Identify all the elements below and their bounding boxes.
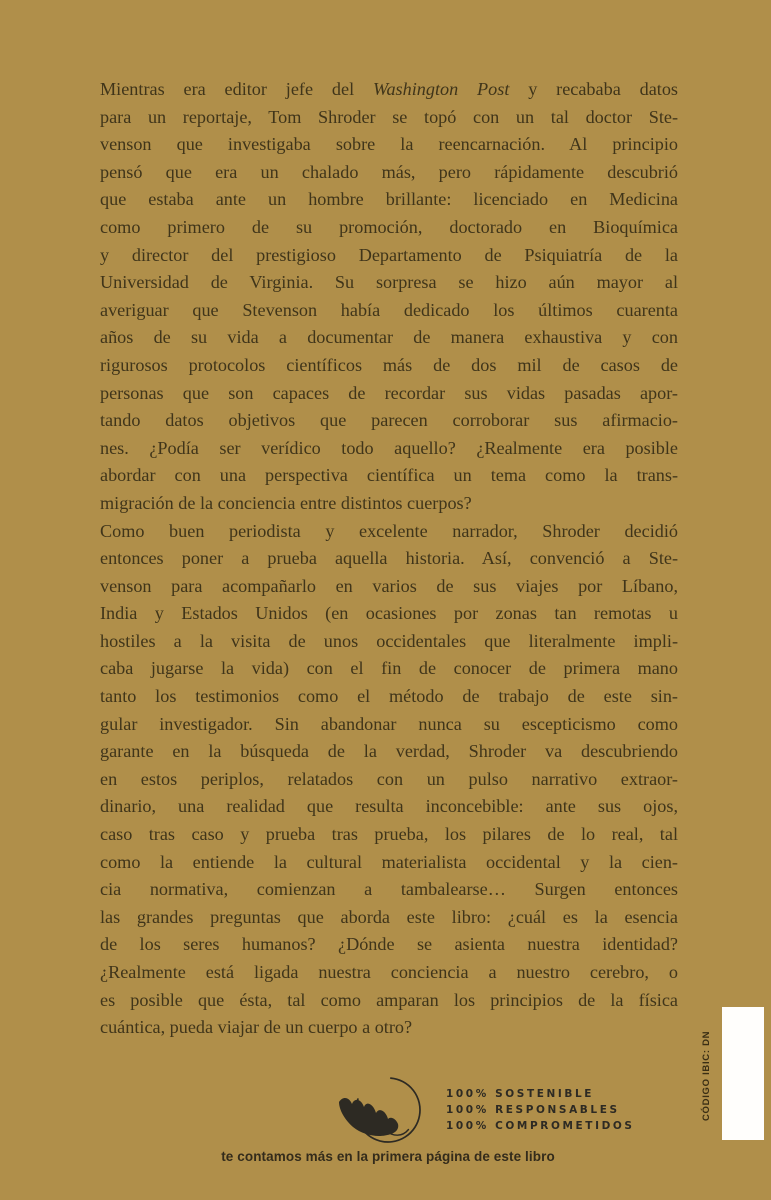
wave-feather-logo-icon — [336, 1070, 428, 1152]
body-text-line: venson para acompañarlo en varios de sus viajes por Líbano, — [100, 575, 678, 596]
body-text-line: como la entiende la cultural materialista occidental y la cien- — [100, 851, 678, 872]
body-text-line: dinario, una realidad que resulta inconcebible: ante sus ojos, — [100, 796, 678, 817]
synopsis-text — [100, 76, 678, 1042]
book-title-italic: Washington Post — [372, 79, 510, 99]
body-text-line: tando datos objetivos que parecen corroborar sus afirmacio- — [100, 410, 678, 431]
body-text-line: caba jugarse la vida) con el fin de conocer de primera mano — [100, 658, 678, 679]
body-text-line: tanto los testimonios como el método de trabajo de este sin- — [100, 686, 678, 707]
body-text-line: migración de la conciencia entre distintos cuerpos? — [100, 492, 472, 513]
body-text-line: India y Estados Unidos (en ocasiones por zonas tan remotas u — [100, 603, 678, 624]
body-text-line: Como buen periodista y excelente narrador, Shroder decidió — [100, 520, 678, 541]
claim-line: 100% COMPROMETIDOS — [446, 1120, 635, 1133]
body-text-line: garante en la búsqueda de la verdad, Shroder va descubriendo — [100, 741, 678, 762]
body-text-line: gular investigador. Sin abandonar nunca su escepticismo como — [100, 713, 678, 734]
body-text-line: cuántica, pueda viajar de un cuerpo a otro? — [100, 1017, 413, 1038]
body-text-line: en estos periplos, relatados con un pulso narrativo extraor- — [100, 768, 678, 789]
body-text-line: pensó que era un chalado más, pero rápidamente descubrió — [100, 161, 678, 182]
body-text-run: Mientras era editor jefe del — [100, 79, 373, 99]
body-text-line: ¿Realmente está ligada nuestra conciencia a nuestro cerebro, o — [100, 962, 678, 982]
body-text-line: como primero de su promoción, doctorado en Bioquímica — [100, 216, 678, 237]
ibic-code-label: CÓDIGO IBIC: DN — [701, 1030, 712, 1121]
body-text-line: y director del prestigioso Departamento de Psiquiatría de la — [100, 244, 678, 265]
body-text-line: abordar con una perspectiva científica un tema como la trans- — [100, 465, 678, 486]
body-text-line: venson que investigaba sobre la reencarnación. Al principio — [100, 134, 678, 155]
claim-line: 100% SOSTENIBLE — [446, 1088, 595, 1100]
body-text-line: hostiles a la visita de unos occidentales que literalmente impli- — [100, 630, 678, 651]
body-text-line: rigurosos protocolos científicos más de dos mil de casos de — [100, 354, 678, 375]
body-text-line: de los seres humanos? ¿Dónde se asienta nuestra identidad? — [100, 934, 678, 955]
body-text-line: entonces poner a prueba aquella historia. Así, convenció a Ste- — [100, 548, 678, 569]
body-text-line: años de su vida a documentar de manera exhaustiva y con — [100, 327, 678, 348]
body-text-line: para un reportaje, Tom Shroder se topó con un tal doctor Ste- — [100, 106, 678, 127]
body-text-line: averiguar que Stevenson había dedicado los últimos cuarenta — [100, 299, 678, 320]
claim-line: 100% RESPONSABLES — [446, 1104, 620, 1117]
body-text-line: caso tras caso y prueba tras prueba, los pilares de lo real, tal — [100, 824, 678, 845]
first-page-note: te contamos más en la primera página de este libro — [221, 1149, 555, 1164]
body-text-run: y recababa datos — [509, 79, 678, 99]
white-label-strip — [722, 1007, 764, 1140]
body-text-line: nes. ¿Podía ser verídico todo aquello? ¿Realmente era posible — [100, 437, 678, 458]
body-text-line: personas que son capaces de recordar sus vidas pasadas apor- — [100, 382, 678, 403]
body-text-line: Universidad de Virginia. Su sorpresa se hizo aún mayor al — [100, 272, 678, 293]
body-text-line: es posible que ésta, tal como amparan los principios de la física — [100, 989, 678, 1010]
body-text-line: cia normativa, comienzan a tambalearse… Surgen entonces — [100, 879, 678, 900]
publisher-claims — [446, 1086, 635, 1135]
body-text-line: que estaba ante un hombre brillante: licenciado en Medicina — [100, 189, 678, 210]
body-text-line: las grandes preguntas que aborda este libro: ¿cuál es la esencia — [100, 906, 678, 927]
body-text-line — [100, 76, 678, 104]
